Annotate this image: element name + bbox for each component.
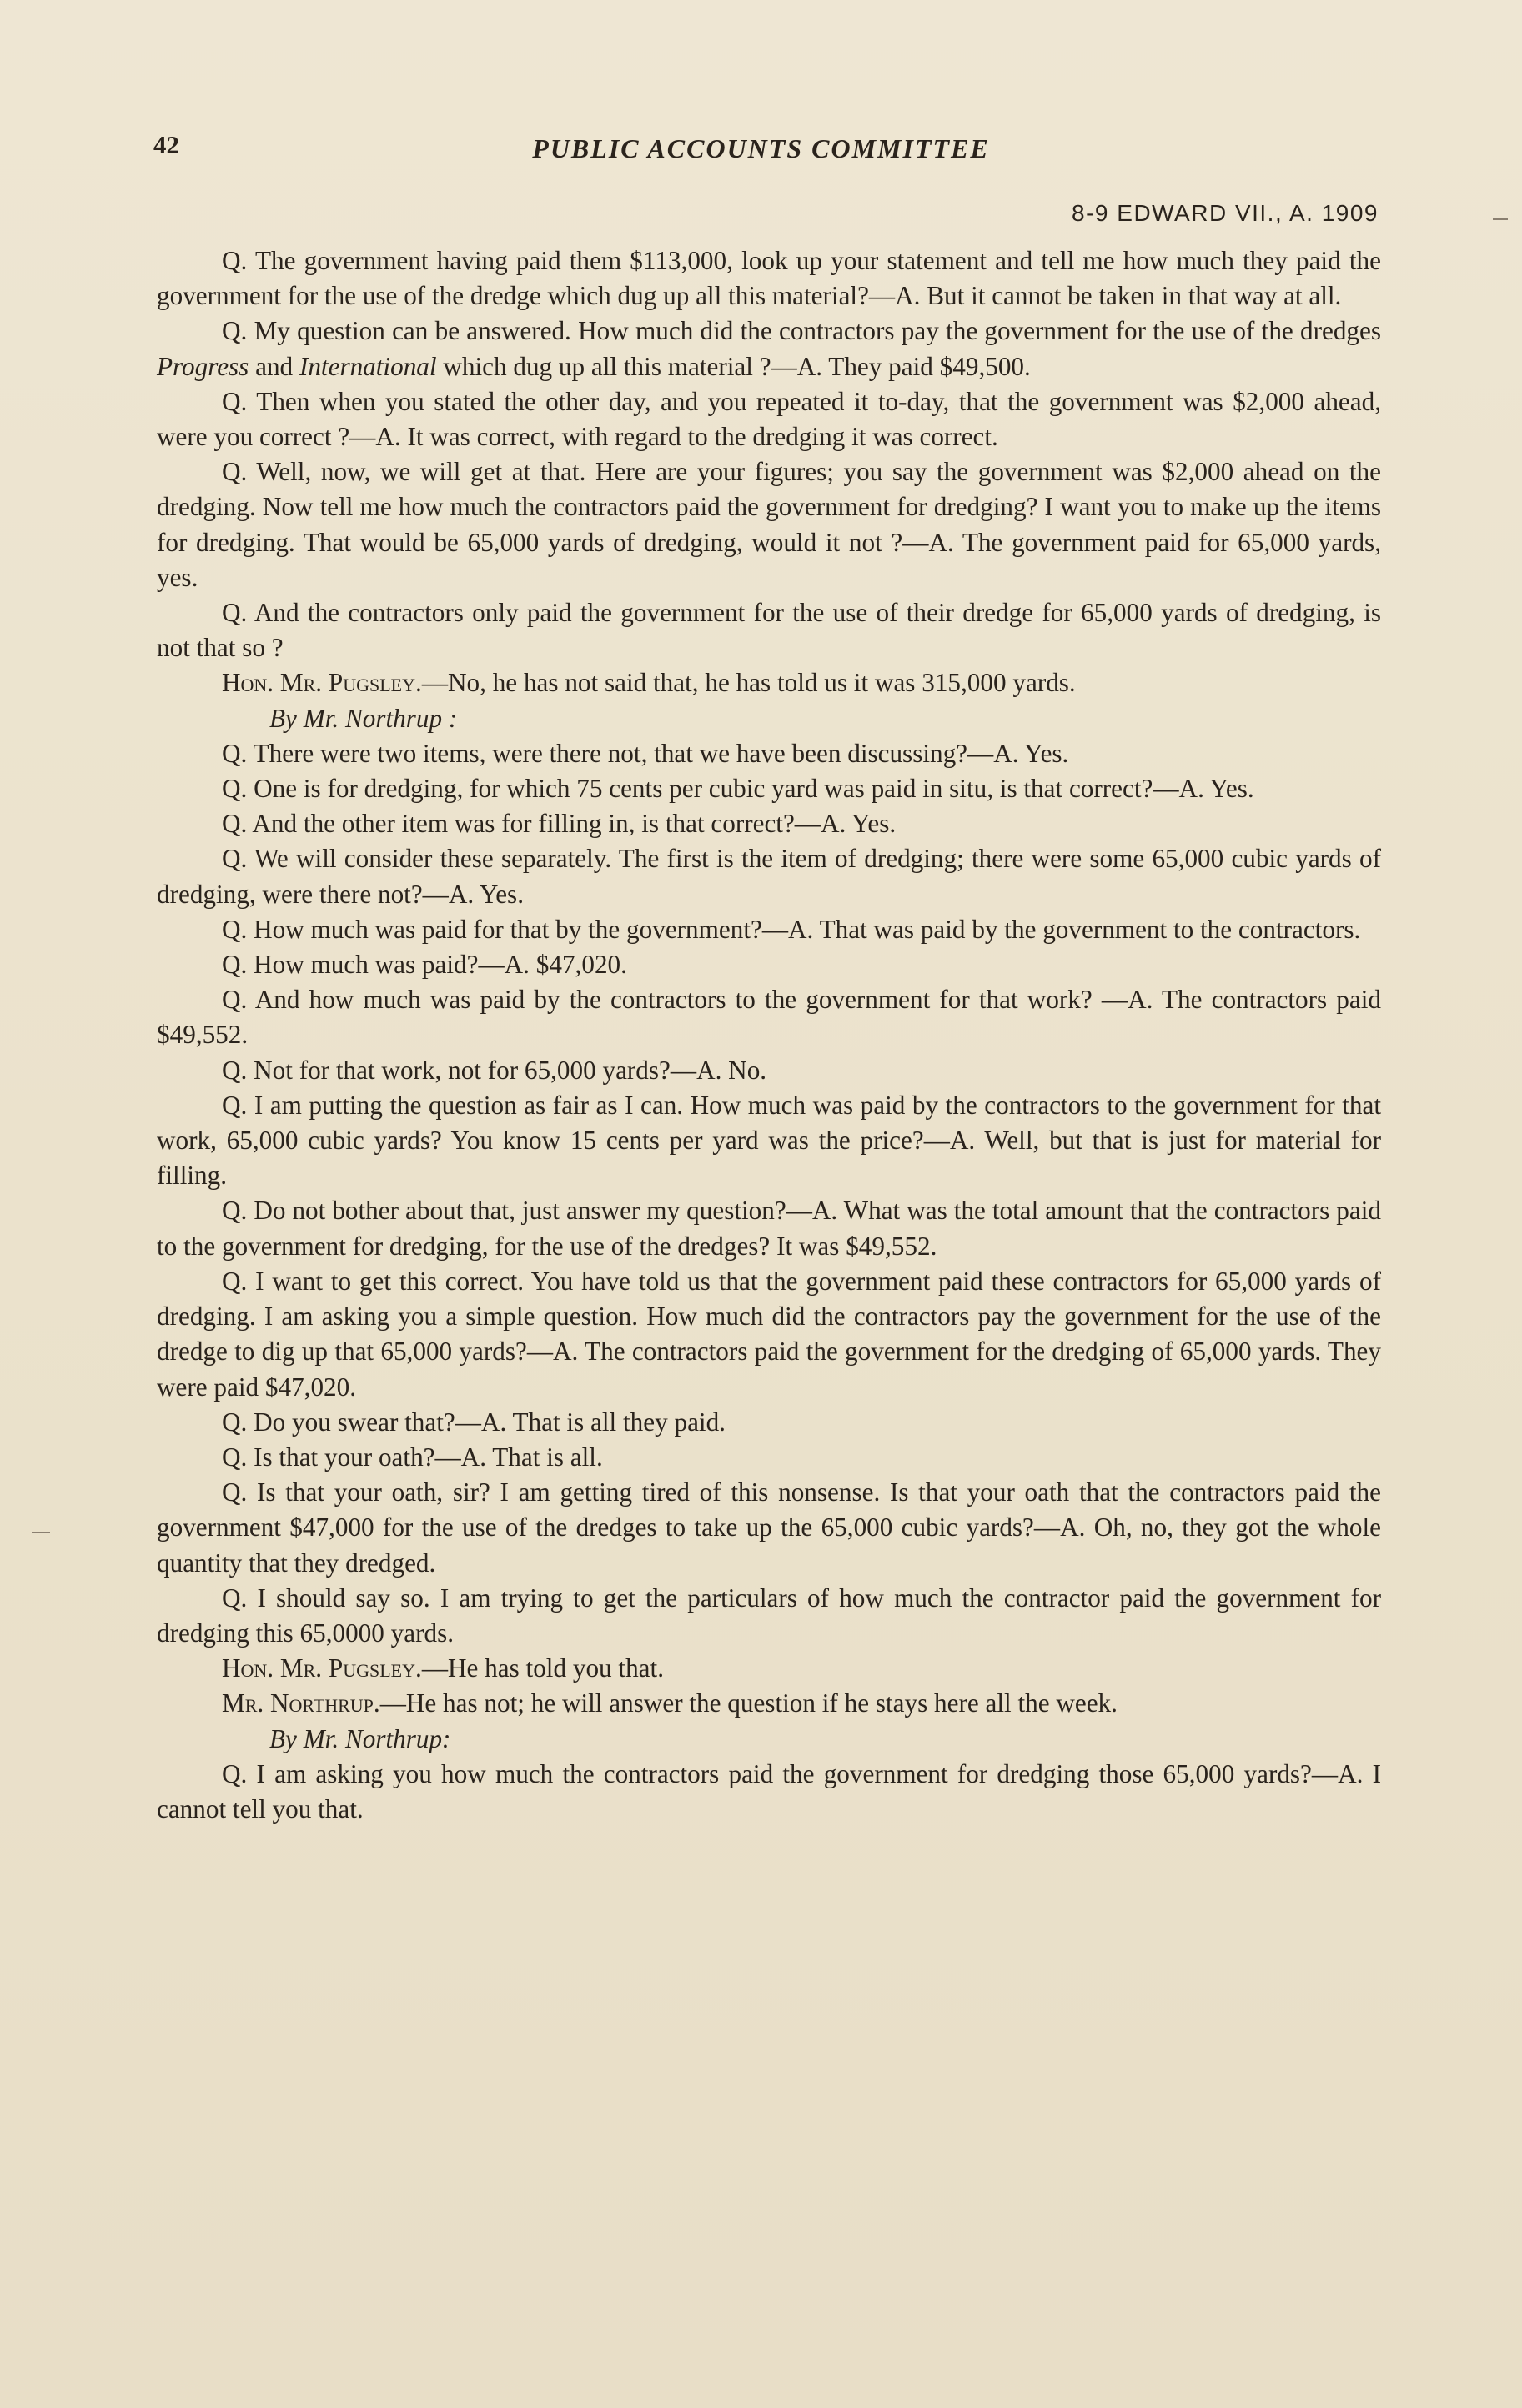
margin-mark (1493, 218, 1508, 220)
examiner-heading: By Mr. Northrup : (269, 703, 458, 733)
question-paragraph: Q. I am asking you how much the contractors paid the government for dredging those 65,000 yards?—A. I cannot tell you that. (157, 1758, 1381, 1824)
margin-mark (32, 1532, 50, 1533)
question-paragraph: Q. I am putting the question as fair as I can. How much was paid by the contractors to the government for that work, 65,000 cubic yards? You know 15 cents per yard was the price?—A. Well, but that is just for material for filling. (157, 1090, 1381, 1191)
question-paragraph: Q. Is that your oath, sir? I am getting tired of this nonsense. Is that your oath that the contractors paid the government $47,000 for the use of the dredges to take up the 65,000 cubic yards?—A. Oh, no, they got the whole quantity that they dredged. (157, 1477, 1381, 1578)
paragraph-text: Q. My question can be answered. How much did the contractors pay the government for the use of the dredges (222, 316, 1381, 346)
question-paragraph: Q. Do not bother about that, just answer my question?—A. What was the total amount that the contractors paid to the government for dredging, for the use of the dredges? It was $49,552. (157, 1196, 1381, 1261)
transcript-body (157, 243, 1381, 1827)
speaker-remark: —He has not; he will answer the question if he stays here all the week. (379, 1688, 1118, 1718)
speaker-paragraph (157, 1651, 1381, 1686)
question-paragraph: Q. Not for that work, not for 65,000 yards?—A. No. (222, 1055, 767, 1085)
running-title: PUBLIC ACCOUNTS COMMITTEE (532, 133, 990, 163)
paragraph-text: which dug up all this material ?—A. They paid $49,500. (436, 351, 1031, 381)
question-paragraph: Q. Well, now, we will get at that. Here are your figures; you say the government was $2,000 ahead on the dredging. Now tell me how much the contractors paid the government for dredging? I want you to make up the items for dredging. That would be 65,000 yards of dredging, would it not ?—A. The government paid for 65,000 yards, yes. (157, 457, 1381, 592)
vessel-name: Progress (157, 351, 249, 381)
question-paragraph: Q. Do you swear that?—A. That is all they paid. (222, 1407, 726, 1437)
speaker-name: Hon. Mr. Pugsley. (222, 668, 422, 698)
question-paragraph: Q. Is that your oath?—A. That is all. (222, 1442, 603, 1472)
vessel-name: International (299, 351, 437, 381)
speaker-name: Hon. Mr. Pugsley. (222, 1653, 422, 1683)
question-paragraph: Q. I should say so. I am trying to get the particulars of how much the contractor paid the government for dredging this 65,0000 yards. (157, 1583, 1381, 1648)
question-paragraph: Q. There were two items, were there not, that we have been discussing?—A. Yes. (222, 738, 1069, 768)
question-paragraph: Q. We will consider these separately. The first is the item of dredging; there were some 65,000 cubic yards of dredging, were there not?—A. Yes. (157, 844, 1381, 909)
question-paragraph: Q. One is for dredging, for which 75 cents per cubic yard was paid in situ, is that correct?—A. Yes. (222, 774, 1254, 804)
question-paragraph (157, 314, 1381, 384)
speaker-paragraph (157, 665, 1381, 700)
question-paragraph: Q. And the contractors only paid the government for the use of their dredge for 65,000 yards of dredging, is not that so ? (157, 598, 1381, 663)
question-paragraph: Q. How much was paid?—A. $47,020. (222, 950, 627, 980)
speaker-name: Mr. Northrup. (222, 1688, 380, 1718)
session-reference: 8-9 EDWARD VII., A. 1909 (1072, 200, 1379, 226)
speaker-remark: —No, he has not said that, he has told us it was 315,000 yards. (421, 668, 1076, 698)
question-paragraph: Q. The government having paid them $113,000, look up your statement and tell me how much they paid the government for the use of the dredge which dug up all this material?—A. But it cannot be taken in that way at all. (157, 246, 1381, 311)
speaker-paragraph (157, 1686, 1381, 1721)
question-paragraph: Q. I want to get this correct. You have told us that the government paid these contractors for 65,000 yards of dredging. I am asking you a simple question. How much did the contractors pay the government for the use of the dredge to dig up that 65,000 yards?—A. The contractors paid the government for the dredging of 65,000 yards. They were paid $47,020. (157, 1266, 1381, 1402)
paragraph-text: and (249, 351, 299, 381)
question-paragraph: Q. How much was paid for that by the government?—A. That was paid by the government to the contractors. (222, 914, 1361, 944)
examiner-heading: By Mr. Northrup: (269, 1723, 451, 1753)
question-paragraph: Q. And how much was paid by the contractors to the government for that work? —A. The contractors paid $49,552. (157, 985, 1381, 1050)
question-paragraph: Q. And the other item was for filling in, is that correct?—A. Yes. (222, 809, 897, 839)
speaker-remark: —He has told you that. (421, 1653, 664, 1683)
page-number: 42 (153, 130, 179, 159)
question-paragraph: Q. Then when you stated the other day, and you repeated it to-day, that the government was $2,000 ahead, were you correct ?—A. It was correct, with regard to the dredging it was correct. (157, 386, 1381, 452)
